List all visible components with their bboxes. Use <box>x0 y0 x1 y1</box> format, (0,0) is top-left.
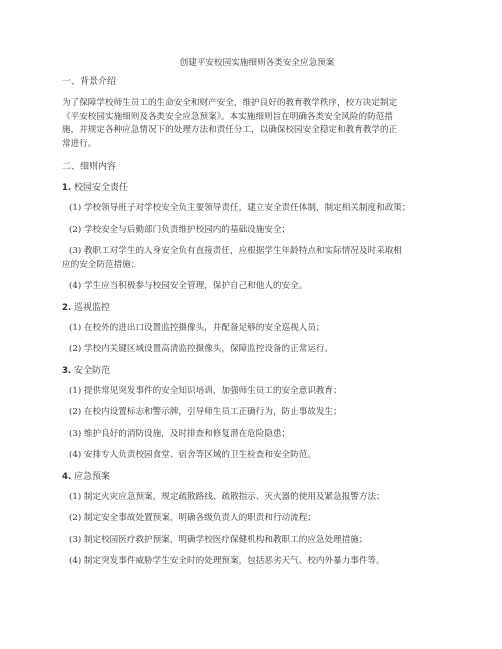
list-item: (1) 提供常见突发事件的安全知识培训，加强师生员工的安全意识教育； <box>69 385 342 396</box>
subsection-number: 3. <box>62 365 72 376</box>
document-title: 创建平安校园实施细则各类安全应急预案 <box>179 58 335 68</box>
paragraph-line: 《平安校园实施细则及各类安全应急预案》。本实施细则旨在明确各类安全风险的防范措 <box>62 111 393 122</box>
subsection-heading <box>62 302 452 314</box>
subsection-title: 应急预案 <box>74 471 111 482</box>
subsection-title: 校园安全责任 <box>74 183 129 193</box>
subsection-number: 1. <box>62 183 72 193</box>
paragraph-line: 为了保障学校师生员工的生命安全和财产安全，维护良好的教育教学秩序，校方决定制定 <box>62 98 398 108</box>
subsection-heading <box>62 182 452 194</box>
list-item: (2) 学校内关键区域设置高清监控摄像头，保障监控设备的正常运行。 <box>69 344 334 354</box>
list-item: (4) 制定突发事件威胁学生安全时的处理预案，包括恶劣天气、校内外暴力事件等。 <box>69 556 385 566</box>
list-item: (1) 在校外的进出口设置监控摄像头，并配备足够的安全巡视人员； <box>69 322 325 333</box>
subsection-heading <box>62 471 452 483</box>
paragraph-line: 施，并规定各种应急情况下的处理方法和责任分工，以确保校园安全稳定和教育教学的正 <box>62 125 398 135</box>
subsection-number: 2. <box>62 302 72 313</box>
list-item-line: 应的安全防范措施； <box>62 259 140 270</box>
list-item-line: (3) 教职工对学生的人身安全负有直接责任，应根据学生年龄特点和实际情况及时采取相 <box>69 246 402 256</box>
paragraph-line: 常进行。 <box>62 138 97 149</box>
list-item <box>62 245 452 272</box>
list-item: (2) 制定安全事故处置预案，明确各级负责人的职责和行动流程； <box>69 513 316 523</box>
list-item: (2) 学校安全与后勤部门负责维护校园内的基础设施安全； <box>69 224 291 235</box>
list-item: (1) 制定火灾应急预案，规定疏散路线、疏散指示、灭火器的使用及紧急报警方法； <box>69 491 385 502</box>
list-item: (3) 维护良好的消防设施，及时排查和修复潜在危险隐患； <box>69 428 291 439</box>
section-heading-background: 一、背景介绍 <box>62 77 117 87</box>
subsection-title: 巡视监控 <box>74 302 111 313</box>
subsection-heading <box>62 365 452 377</box>
background-paragraph <box>62 97 452 151</box>
list-item: (3) 制定校园医疗救护预案，明确学校医疗保健机构和教职工的应急处理措施； <box>69 534 368 545</box>
list-item: (4) 安排专人负责校园食堂、宿舍等区域的卫生检查和安全防范。 <box>69 450 316 460</box>
subsection-number: 4. <box>62 471 72 482</box>
list-item: (2) 在校内设置标志和警示牌，引导师生员工正确行为，防止事故发生； <box>69 407 342 417</box>
list-item: (1) 学校领导班子对学校安全负主要领导责任，建立安全责任体制，制定相关制度和政策； <box>69 203 411 213</box>
list-item: (4) 学生应当积极参与校园安全管理，保护自己和他人的安全。 <box>69 281 308 291</box>
section-heading-details: 二、细则内容 <box>62 162 117 172</box>
subsection-title: 安全防范 <box>74 365 111 376</box>
